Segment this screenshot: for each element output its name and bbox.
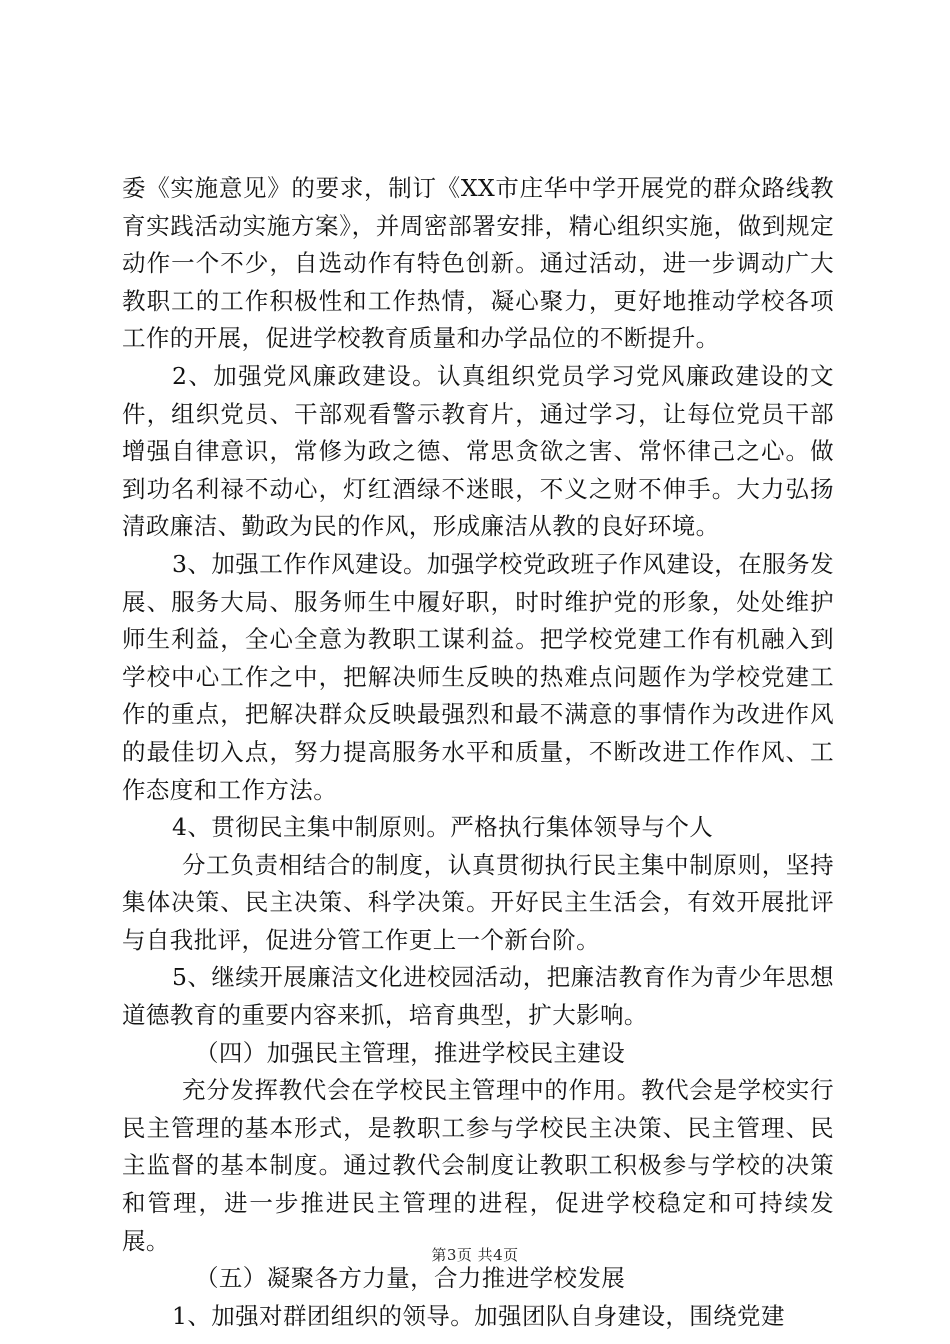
document-body [122,170,834,1335]
paragraph-democratic-management: 充分发挥教代会在学校民主管理中的作用。教代会是学校实行民主管理的基本形式，是教职工参与学校民主决策、民主管理、民主监督的基本制度。通过教代会制度让教职工积极参与学校的决策和管理，进一步推进民主管理的进程，促进学校稳定和可持续发展。 [122,1076,834,1255]
paragraph-item-1: 1、加强对群团组织的领导。加强团队自身建设，围绕党建 [172,1301,785,1330]
section-heading-5: （五）凝聚各方力量，合力推进学校发展 [195,1264,626,1293]
paragraph-item-3: 3、加强工作作风建设。加强学校党政班子作风建设，在服务发展、服务大局、服务师生中履好职，时时维护党的形象，处处维护师生利益，全心全意为教职工谋利益。把学校党建工作有机融入到学校中心工作之中，把解决师生反映的热难点问题作为学校党建工作的重点，把解决群众反映最强烈和最不满意的事情作为改进作风的最佳切入点，努力提高服务水平和质量，不断改进工作作风、工作态度和工作方法。 [122,549,834,804]
page-footer: 第3页 共4页 [431,1246,519,1264]
paragraph-item-5: 5、继续开展廉洁文化进校园活动，把廉洁教育作为青少年思想道德教育的重要内容来抓，培育典型，扩大影响。 [122,963,834,1030]
paragraph-item-4-continued: 分工负责相结合的制度，认真贯彻执行民主集中制原则，坚持集体决策、民主决策、科学决策。开好民主生活会，有效开展批评与自我批评，促进分管工作更上一个新台阶。 [122,850,834,954]
paragraph-continuation: 委《实施意见》的要求，制订《XX市庄华中学开展党的群众路线教育实践活动实施方案》，并周密部署安排，精心组织实施，做到规定动作一个不少，自选动作有特色创新。通过活动，进一步调动广大教职工的工作积极性和工作热情，凝心聚力，更好地推动学校各项工作的开展，促进学校教育质量和办学品位的不断提升。 [122,174,834,353]
section-heading-4: （四）加强民主管理，推进学校民主建设 [195,1038,626,1067]
paragraph-item-4: 4、贯彻民主集中制原则。严格执行集体领导与个人 [172,813,714,842]
paragraph-item-2: 2、加强党风廉政建设。认真组织党员学习党风廉政建设的文件，组织党员、干部观看警示教育片，通过学习，让每位党员干部增强自律意识，常修为政之德、常思贪欲之害、常怀律己之心。做到功名利禄不动心，灯红酒绿不迷眼，不义之财不伸手。大力弘扬清政廉洁、勤政为民的作风，形成廉洁从教的良好环境。 [122,361,834,541]
